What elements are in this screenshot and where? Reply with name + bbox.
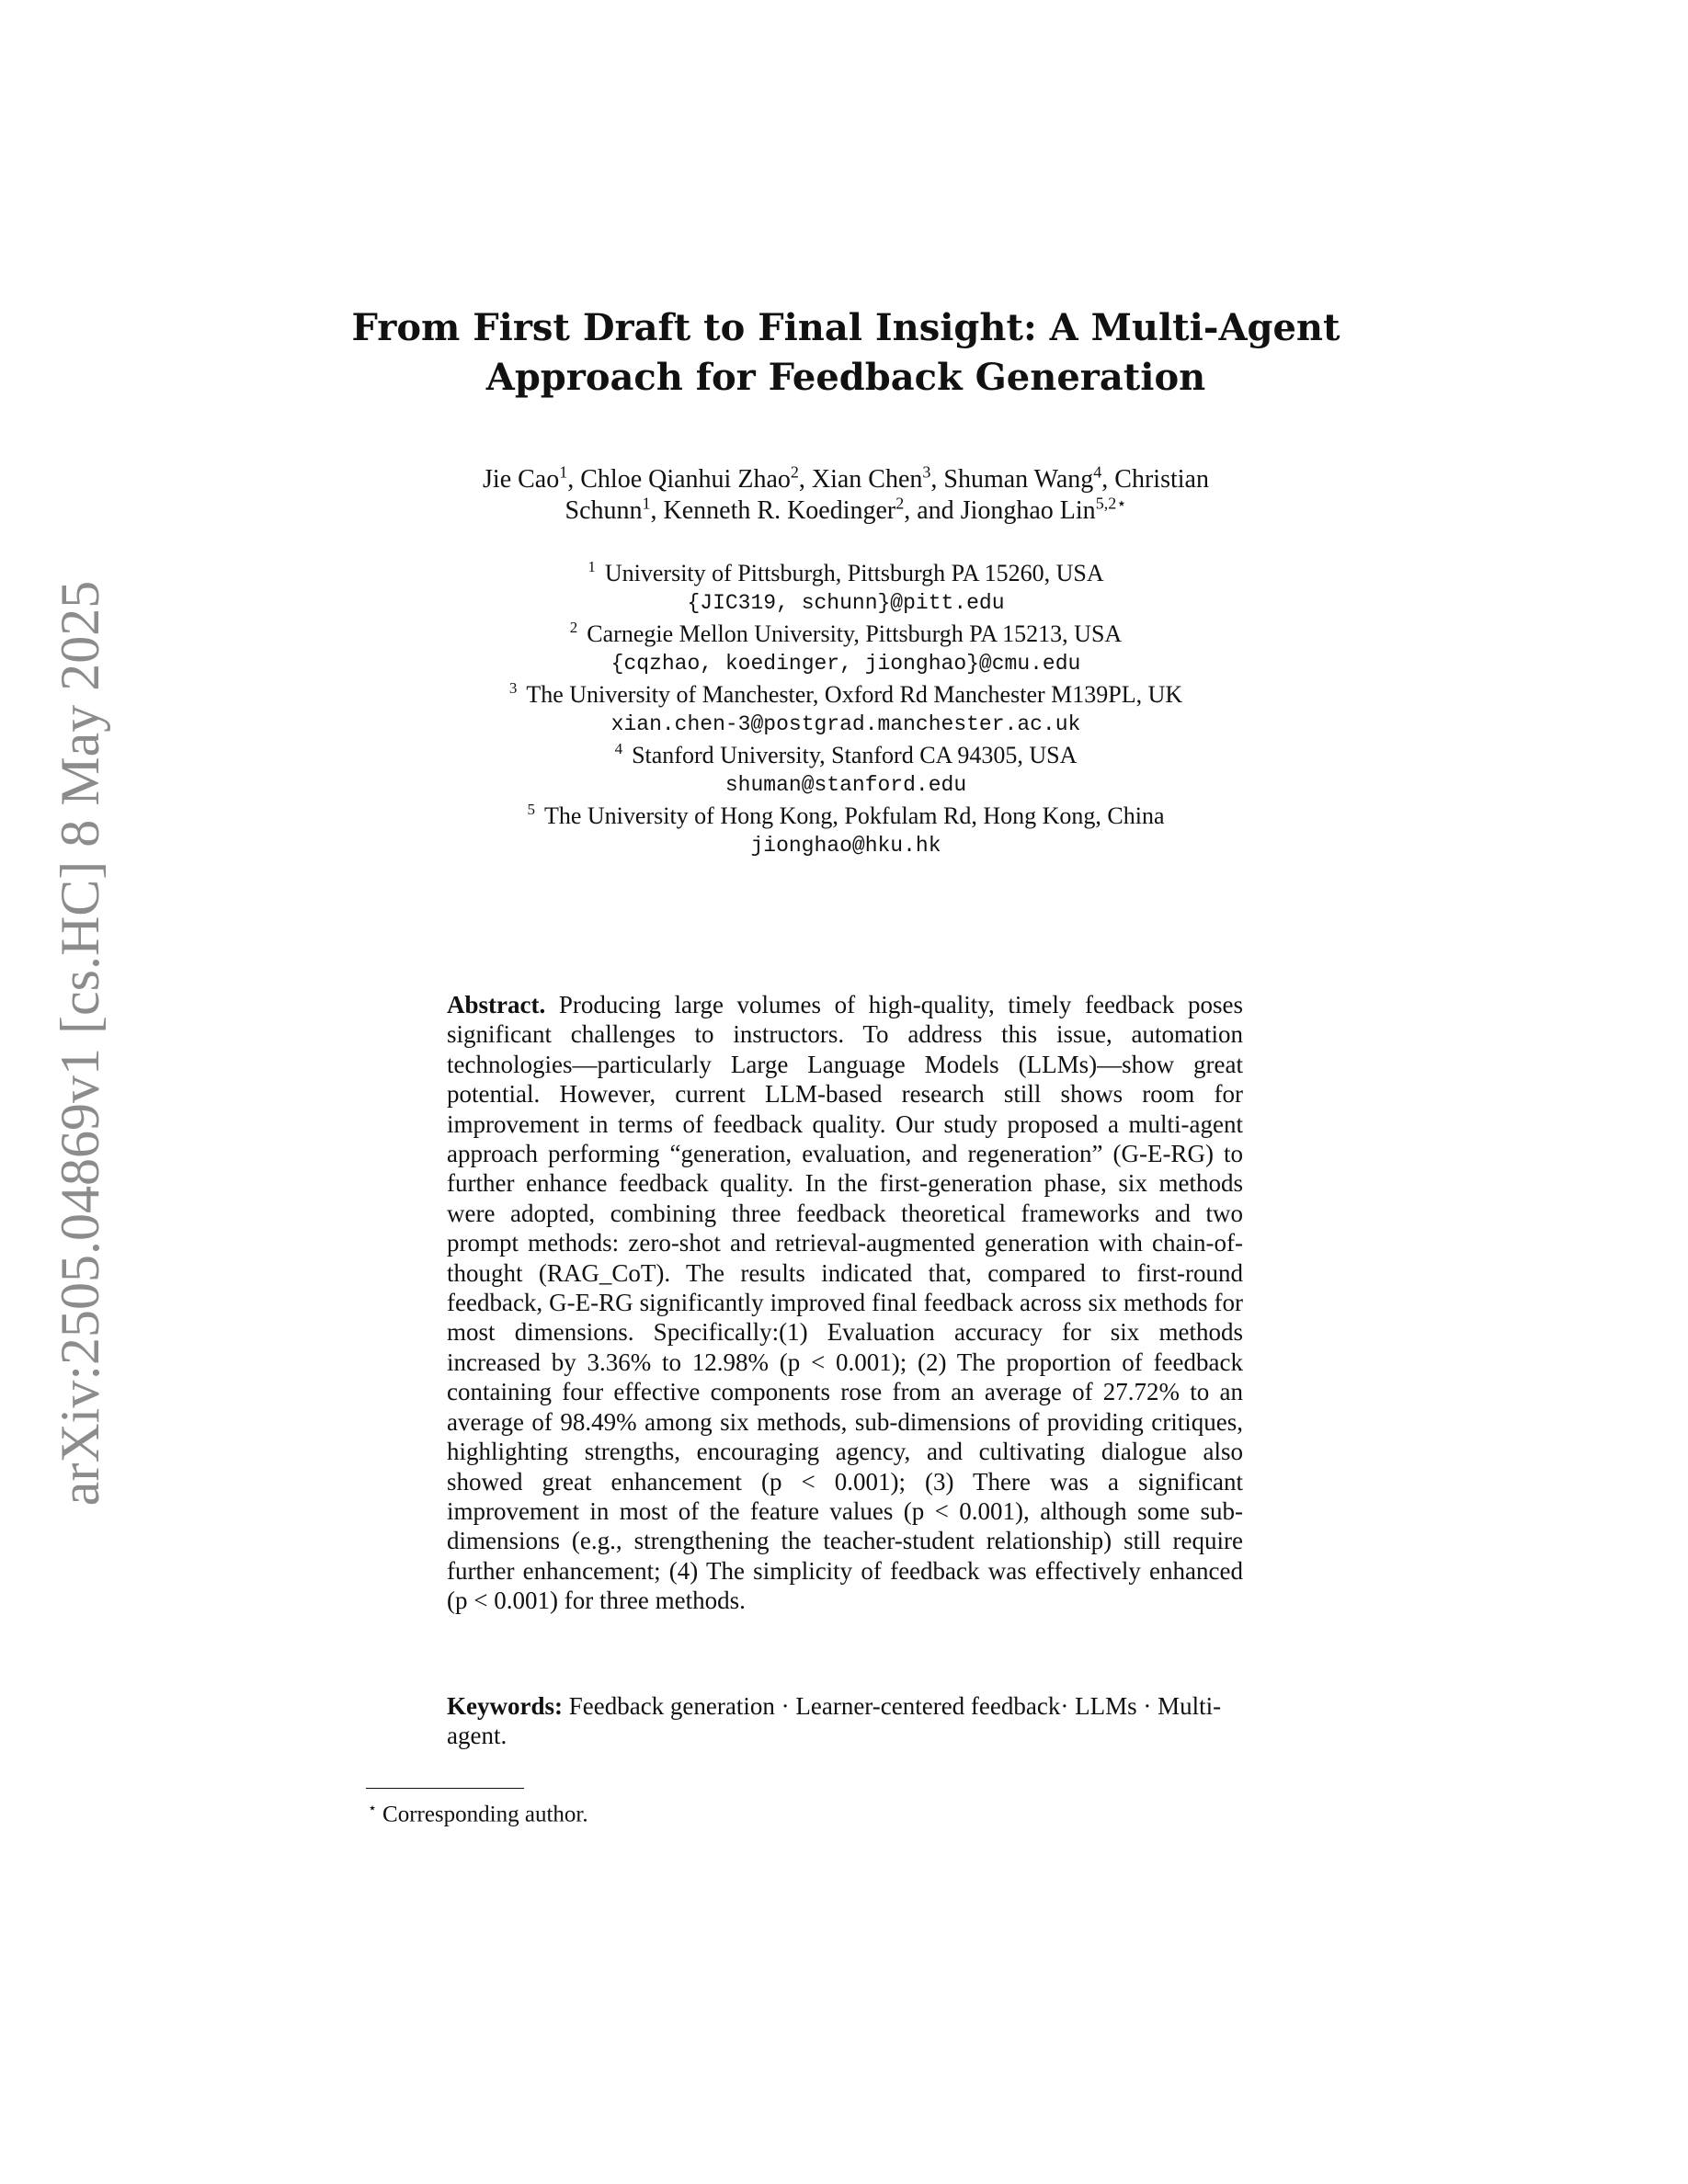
author-line-1: [386, 464, 1306, 495]
author-name: Jionghao Lin: [960, 496, 1096, 525]
author-separator: , Christian: [1101, 465, 1209, 494]
author-list: [386, 464, 1306, 527]
title-line-1: From First Draft to Final Insight: A Multi-Agent: [351, 306, 1340, 349]
author-affiliation-mark: 5,2⋆: [1095, 494, 1127, 513]
affiliation-institution: [386, 619, 1306, 649]
institution-name: The University of Hong Kong, Pokfulam Rd, Hong Kong, China: [543, 802, 1165, 829]
author-separator: ,: [798, 465, 812, 494]
author-affiliation-mark: 2: [895, 494, 905, 513]
affiliation-email: jionghao@hku.hk: [750, 834, 941, 858]
author-name: Shuman Wang: [943, 465, 1094, 494]
institution-name: The University of Manchester, Oxford Rd Manchester M139PL, UK: [526, 681, 1183, 708]
author-separator: ,: [650, 496, 664, 525]
author-name: Chloe Qianhui Zhao: [580, 465, 791, 494]
author-separator: , and: [904, 496, 961, 525]
author-name: Schunn: [565, 496, 643, 525]
affiliation-number: 4: [614, 740, 623, 758]
author-separator: ,: [930, 465, 944, 494]
title-line-2: Approach for Feedback Generation: [485, 356, 1206, 399]
affiliation-list: [386, 558, 1306, 861]
institution-name: University of Pittsburgh, Pittsburgh PA 15260, USA: [604, 560, 1104, 586]
affiliation-number: 2: [569, 619, 578, 637]
affiliation-email: xian.chen-3@postgrad.manchester.ac.uk: [610, 712, 1081, 736]
affiliation-number: 5: [527, 801, 535, 819]
paper-title: [349, 303, 1342, 403]
abstract-label: Abstract.: [447, 991, 546, 1018]
author-separator: ,: [567, 465, 581, 494]
affiliation-institution: [386, 679, 1306, 710]
abstract-body: Producing large volumes of high-quality, timely feedback poses significant challenges to instructors. To address this issue, automation technologies—particularly Large Language Models (LLMs)—show great potential. However, current LLM-based research still shows room for improvement in terms of feedback quality. Our study proposed a multi-agent approach performing “generation, evaluation, and regeneration” (G-E-RG) to further enhance feedback quality. In the first-generation phase, six methods were adopted, combining three feedback theoretical frameworks and two prompt methods: zero-shot and retrieval-augmented generation with chain-of-thought (RAG_CoT). The results indicated that, compared to first-round feedback, G-E-RG significantly improved final feedback across six methods for most dimensions. Specifically:(1) Evaluation accuracy for six methods increased by 3.36% to 12.98% (p < 0.001); (2) The proportion of feedback containing four effective components rose from an average of 27.72% to an average of 98.49% among six methods, sub-dimensions of providing critiques, highlighting strengths, encouraging agency, and cultivating dialogue also showed great enhancement (p < 0.001); (3) There was a significant improvement in most of the feature values (p < 0.001), although some sub-dimensions (e.g., strengthening the teacher-student relationship) still require further enhancement; (4) The simplicity of feedback was effectively enhanced (p < 0.001) for three methods.: [447, 991, 1244, 1615]
affiliation-institution: [386, 740, 1306, 770]
footnote-text: Corresponding author.: [382, 1802, 588, 1827]
author-name: Xian Chen: [811, 465, 923, 494]
keywords-section: [447, 1691, 1243, 1751]
author-name: Kenneth R. Koedinger: [663, 496, 896, 525]
footnote-mark: ⋆: [368, 1801, 378, 1816]
institution-name: Stanford University, Stanford CA 94305, USA: [632, 742, 1078, 768]
affiliation-email: {cqzhao, koedinger, jionghao}@cmu.edu: [610, 652, 1081, 676]
author-affiliation-mark: 3: [922, 462, 931, 482]
author-affiliation-mark: 2: [790, 462, 799, 482]
affiliation-number: 1: [587, 558, 596, 576]
keywords-body: Feedback generation · Learner-centered feedback· LLMs · Multi-agent.: [447, 1692, 1222, 1750]
keywords-label: Keywords:: [447, 1692, 563, 1720]
author-affiliation-mark: 1: [642, 494, 651, 513]
affiliation-number: 3: [508, 679, 518, 698]
author-name: Jie Cao: [483, 465, 560, 494]
arxiv-identifier-stamp: arXiv:2505.04869v1 [cs.HC] 8 May 2025: [50, 580, 110, 1507]
author-line-2: [386, 495, 1306, 527]
affiliation-email: {JIC319, schunn}@pitt.edu: [687, 591, 1005, 615]
author-affiliation-mark: 4: [1093, 462, 1102, 482]
footnote-divider: [366, 1788, 524, 1789]
affiliation-institution: [386, 801, 1306, 831]
institution-name: Carnegie Mellon University, Pittsburgh PA 15213, USA: [587, 620, 1123, 647]
author-affiliation-mark: 1: [559, 462, 568, 482]
affiliation-email: shuman@stanford.edu: [724, 773, 967, 797]
abstract-section: [447, 990, 1243, 1616]
affiliation-institution: [386, 558, 1306, 588]
footnote: [368, 1794, 1195, 1829]
